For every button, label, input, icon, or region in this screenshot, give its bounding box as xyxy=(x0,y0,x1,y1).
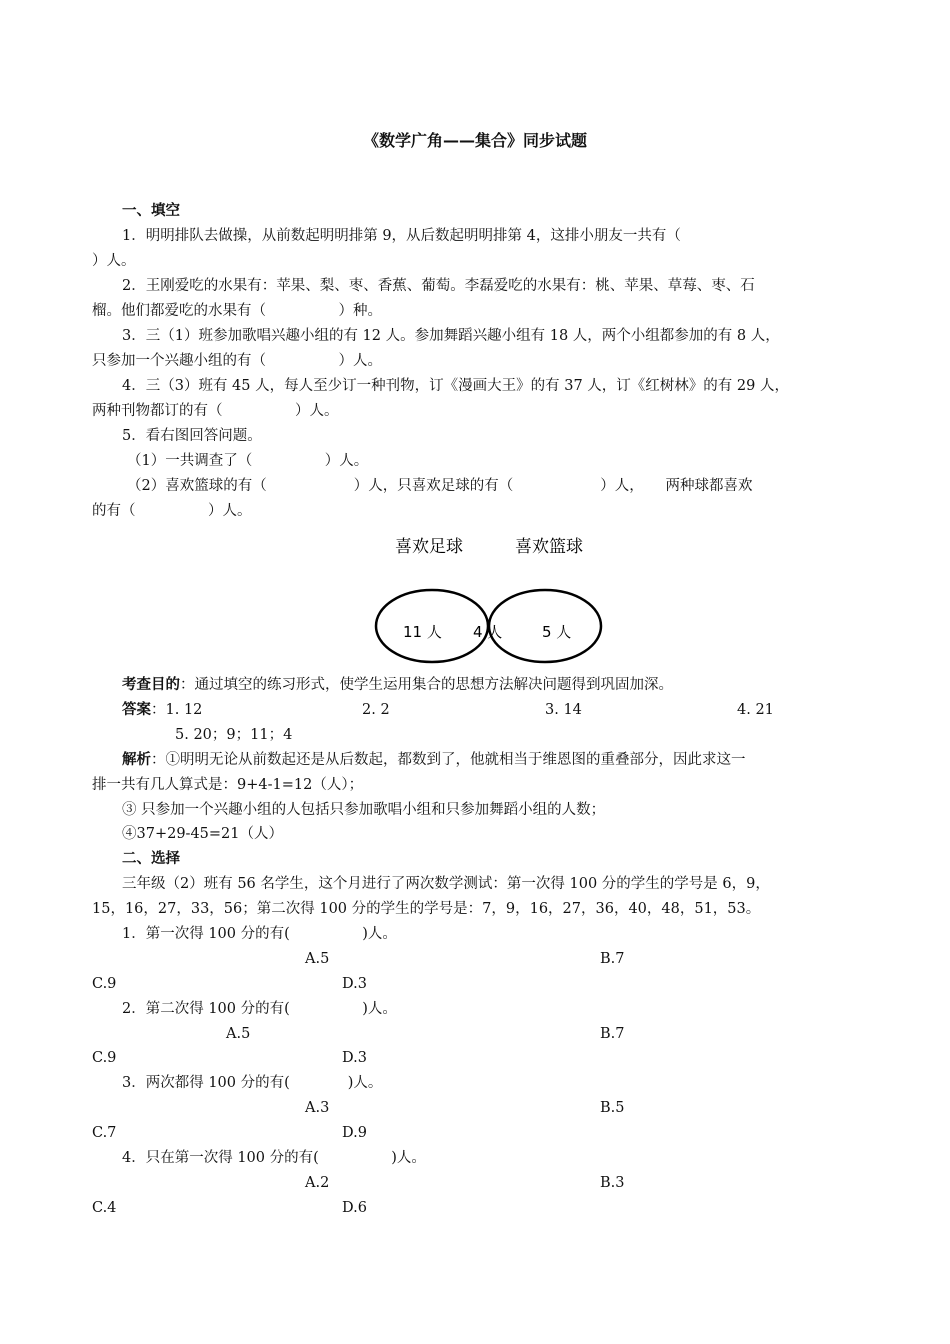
question-1-cont: ）人。 xyxy=(92,253,136,269)
venn-left-label: 喜欢足球 xyxy=(395,537,463,557)
question-5-1: （1）一共调查了（ ）人。 xyxy=(127,453,369,469)
explain-3: ③ 只参加一个兴趣小组的人包括只参加歌唱小组和只参加舞蹈小组的人数； xyxy=(122,802,606,818)
question-4: 4．三（3）班有 45 人，每人至少订一种刊物，订《漫画大王》的有 37 人，订《红树林》的有 29 人， xyxy=(122,378,789,394)
question-5: 5．看右图回答问题。 xyxy=(122,428,262,444)
question-3-cont: 只参加一个兴趣小组的有（ ）人。 xyxy=(92,353,382,369)
option-a[interactable]: A.5 xyxy=(305,951,330,967)
answer-1: ：1. 12 xyxy=(151,702,203,718)
choice-intro-cont: 15，16，27，33，56；第二次得 100 分的学生的学号是：7，9，16，27，36，40，48，51，53。 xyxy=(92,901,761,917)
question-3: 3．三（1）班参加歌唱兴趣小组的有 12 人。参加舞蹈兴趣小组有 18 人，两个小组都参加的有 8 人， xyxy=(122,328,780,344)
option-b[interactable]: B.3 xyxy=(600,1175,625,1191)
option-d[interactable]: D.3 xyxy=(342,1050,367,1066)
option-b[interactable]: B.7 xyxy=(600,1026,625,1042)
venn-both: 4 人 xyxy=(473,623,503,641)
venn-right-label: 喜欢篮球 xyxy=(515,537,583,557)
purpose-text: ：通过填空的练习形式，使学生运用集合的思想方法解决问题得到巩固加深。 xyxy=(180,677,673,693)
question-2: 2．王刚爱吃的水果有：苹果、梨、枣、香蕉、葡萄。李磊爱吃的水果有：桃、苹果、草莓、枣、石 xyxy=(122,278,755,294)
purpose-label: 考查目的 xyxy=(122,677,180,693)
choice-question-3: 3．两次都得 100 分的有( )人。 xyxy=(122,1075,383,1091)
option-c[interactable]: C.9 xyxy=(92,976,117,992)
option-d[interactable]: D.9 xyxy=(342,1125,367,1141)
answer-3: 3. 14 xyxy=(545,702,582,718)
venn-right-only: 5 人 xyxy=(542,623,572,641)
option-c[interactable]: C.9 xyxy=(92,1050,117,1066)
page-title: 《数学广角——集合》同步试题 xyxy=(362,131,587,150)
option-a[interactable]: A.3 xyxy=(305,1100,330,1116)
venn-left-only: 11 人 xyxy=(403,623,442,641)
answer-5: 5. 20；9；11；4 xyxy=(175,727,293,743)
answer-label: 答案 xyxy=(122,702,151,718)
question-4-cont: 两种刊物都订的有（ ）人。 xyxy=(92,403,339,419)
answer-line xyxy=(122,701,202,719)
option-b[interactable]: B.5 xyxy=(600,1100,625,1116)
section-heading-fill: 一、填空 xyxy=(122,203,180,219)
question-2-cont: 榴。他们都爱吃的水果有（ ）种。 xyxy=(92,303,382,319)
venn-diagram xyxy=(360,530,620,670)
purpose-line xyxy=(122,676,673,694)
answer-4: 4. 21 xyxy=(737,702,774,718)
explain-4: ④37+29-45=21（人） xyxy=(122,826,284,842)
option-c[interactable]: C.4 xyxy=(92,1200,117,1216)
explain-cont: 排一共有几人算式是：9+4-1=12（人）； xyxy=(92,777,364,793)
question-5-2-cont: 的有（ ）人。 xyxy=(92,503,252,519)
option-b[interactable]: B.7 xyxy=(600,951,625,967)
question-5-2: （2）喜欢篮球的有（ ）人，只喜欢足球的有（ ）人， 两种球都喜欢 xyxy=(127,478,753,494)
choice-question-1: 1．第一次得 100 分的有( )人。 xyxy=(122,926,397,942)
choice-question-4: 4．只在第一次得 100 分的有( )人。 xyxy=(122,1150,426,1166)
explain-label: 解析 xyxy=(122,752,151,768)
choice-question-2: 2．第二次得 100 分的有( )人。 xyxy=(122,1001,397,1017)
option-a[interactable]: A.2 xyxy=(305,1175,330,1191)
choice-intro: 三年级（2）班有 56 名学生，这个月进行了两次数学测试：第一次得 100 分的学生的学号是 6，9， xyxy=(122,876,770,892)
option-d[interactable]: D.6 xyxy=(342,1200,367,1216)
answer-2: 2. 2 xyxy=(362,702,390,718)
option-c[interactable]: C.7 xyxy=(92,1125,117,1141)
option-d[interactable]: D.3 xyxy=(342,976,367,992)
option-a[interactable]: A.5 xyxy=(226,1026,251,1042)
explain-line xyxy=(122,751,746,769)
section-heading-choice: 二、选择 xyxy=(122,851,180,867)
question-1: 1．明明排队去做操，从前数起明明排第 9，从后数起明明排第 4，这排小朋友一共有（ xyxy=(122,228,681,244)
explain-text: ：①明明无论从前数起还是从后数起，都数到了，他就相当于维恩图的重叠部分，因此求这一 xyxy=(151,752,746,768)
